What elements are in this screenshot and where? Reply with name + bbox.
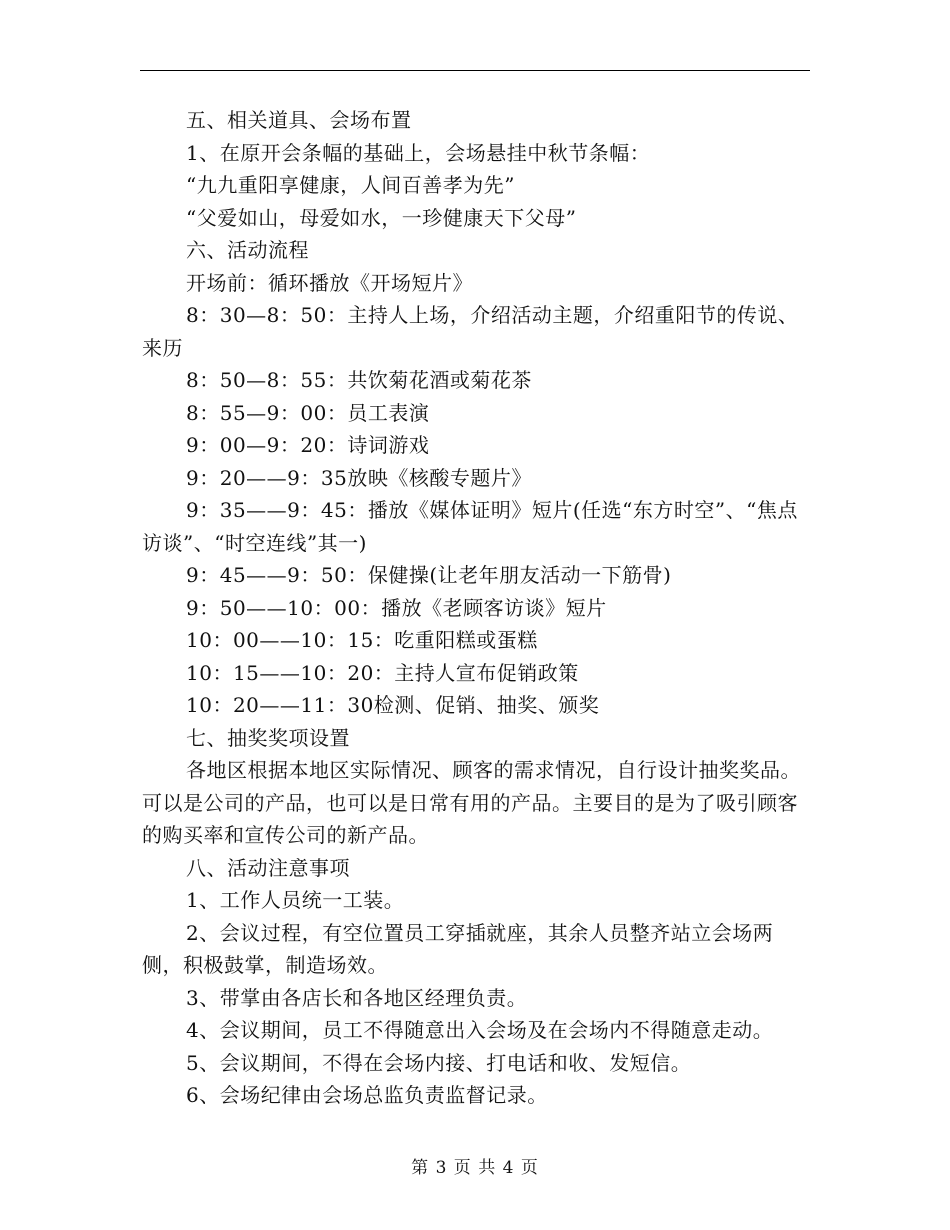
schedule-item: 8：30—8：50：主持人上场，介绍活动主题，介绍重阳节的传说、来历 — [142, 303, 799, 360]
schedule-item: 开场前：循环播放《开场短片》 — [186, 270, 473, 295]
schedule-item: 8：50—8：55：共饮菊花酒或菊花茶 — [186, 368, 532, 392]
schedule-item: 10：15——10：20：主持人宣布促销政策 — [186, 660, 579, 685]
schedule-item: 9：45——9：50：保健操(让老年朋友活动一下筋骨) — [186, 563, 672, 587]
schedule-item: 9：35——9：45：播放《媒体证明》短片(任选“东方时空”、“焦点访谈”、“时空连线”其一) — [142, 498, 798, 555]
section-heading-prizes: 七、抽奖奖项设置 — [186, 725, 350, 750]
section-heading-flow: 六、活动流程 — [186, 238, 309, 262]
schedule-item: 8：55—9：00：员工表演 — [186, 400, 430, 425]
note-item: 2、会议过程，有空位置员工穿插就座，其余人员整齐站立会场两侧，积极鼓掌，制造场效。 — [142, 920, 774, 977]
schedule-item: 10：20——11：30检测、促销、抽奖、颁奖 — [186, 693, 600, 717]
paragraph: 1、在原开会条幅的基础上，会场悬挂中秋节条幅： — [186, 140, 651, 165]
note-item: 5、会议期间，不得在会场内接、打电话和收、发短信。 — [186, 1050, 692, 1075]
header-rule — [140, 70, 810, 71]
schedule-item: 10：00——10：15：吃重阳糕或蛋糕 — [186, 628, 538, 652]
document-body — [142, 104, 810, 1112]
schedule-item: 9：00—9：20：诗词游戏 — [186, 433, 430, 457]
banner-slogan: “父爱如山，母爱如水，一珍健康天下父母” — [186, 205, 577, 230]
note-item: 6、会场纪律由会场总监负责监督记录。 — [186, 1083, 548, 1107]
note-item: 1、工作人员统一工装。 — [186, 888, 405, 912]
note-item: 3、带掌由各店长和各地区经理负责。 — [186, 985, 528, 1010]
section-heading-props: 五、相关道具、会场布置 — [186, 108, 412, 132]
schedule-item: 9：50——10：00：播放《老顾客访谈》短片 — [186, 595, 607, 620]
schedule-item: 9：20——9：35放映《核酸专题片》 — [186, 465, 532, 490]
page-number-footer: 第 3 页 共 4 页 — [411, 1158, 539, 1178]
paragraph: 各地区根据本地区实际情况、顾客的需求情况，自行设计抽奖奖品。可以是公司的产品，也可以是日常有用的产品。主要目的是为了吸引顾客的购买率和宣传公司的新产品。 — [142, 758, 801, 847]
banner-slogan: “九九重阳享健康，人间百善孝为先” — [186, 173, 515, 197]
note-item: 4、会议期间，员工不得随意出入会场及在会场内不得随意走动。 — [186, 1018, 774, 1042]
section-heading-notes: 八、活动注意事项 — [186, 855, 350, 880]
